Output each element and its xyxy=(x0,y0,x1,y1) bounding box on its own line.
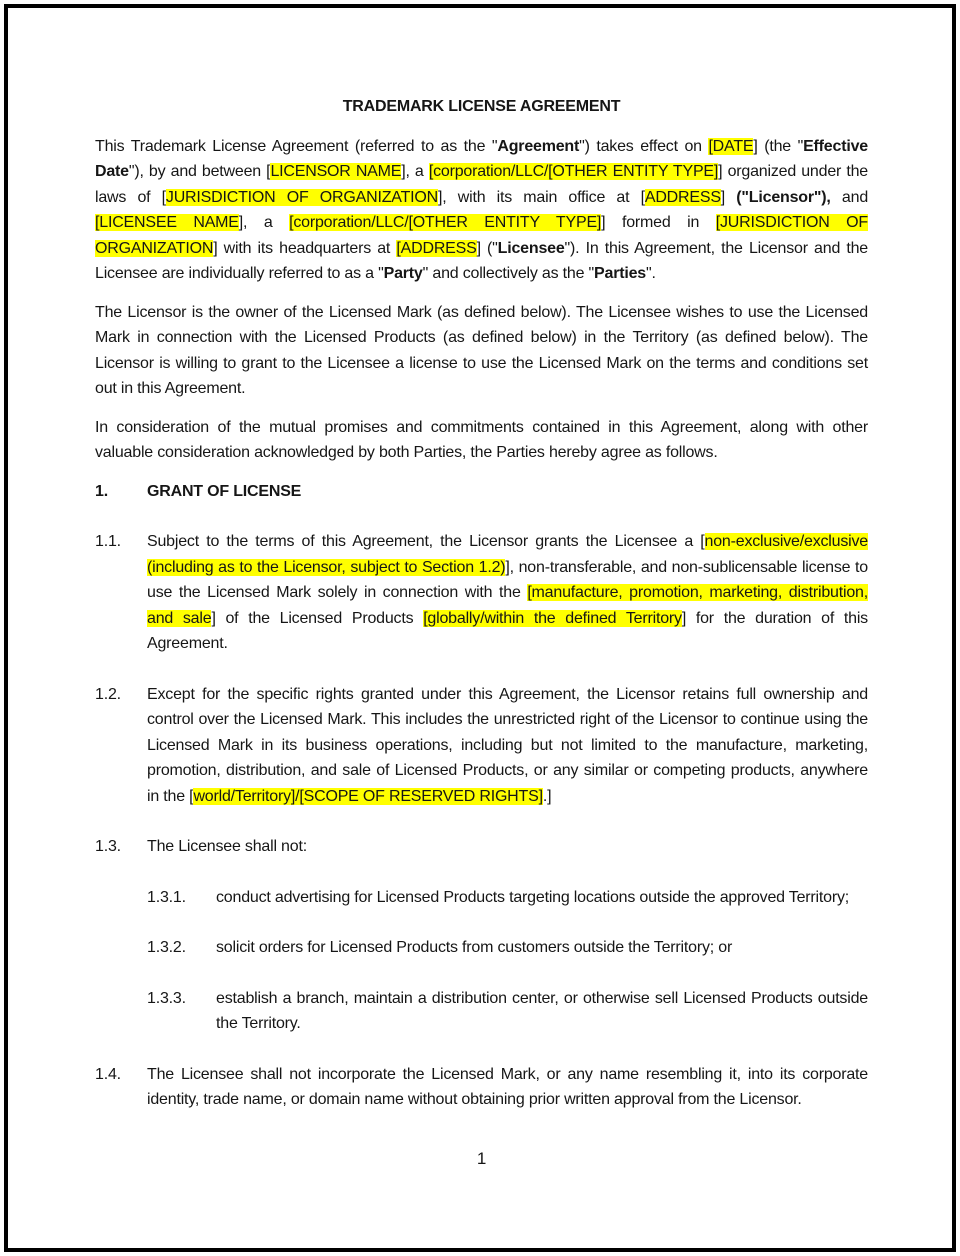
text-run: establish a branch, maintain a distribution center, or otherwise sell Licensed Products outside the Territory. xyxy=(216,989,868,1032)
highlighted-placeholder: [corporation/LLC/[OTHER ENTITY TYPE] xyxy=(428,163,719,180)
bold-text-run: Effective Date xyxy=(95,137,868,180)
text-run: ". xyxy=(646,265,656,282)
text-run: " and collectively as the " xyxy=(422,265,595,282)
highlighted-placeholder: non-exclusive/exclusive (including as to the Licensor, subject to Section 1.2) xyxy=(147,533,868,576)
text-run: This Trademark License Agreement (referred to as the " xyxy=(95,137,498,155)
clause-1-1 xyxy=(95,529,868,657)
text-run: solicit orders for Licensed Products from customers outside the Territory; or xyxy=(216,939,733,956)
intro-paragraph xyxy=(95,134,868,287)
text-run: ] for the duration of this Agreement. xyxy=(147,609,868,652)
clause-number: 1.1. xyxy=(95,533,121,550)
text-run: conduct advertising for Licensed Products targeting locations outside the approved Territory; xyxy=(216,888,850,906)
text-run: ] xyxy=(720,188,737,206)
clause-text xyxy=(216,986,868,1037)
clause-1-4 xyxy=(95,1062,868,1113)
highlighted-placeholder: [manufacture, promotion, marketing, distribution, and sale xyxy=(147,584,868,627)
text-run: ] of the Licensed Products xyxy=(211,609,424,627)
text-run: Subject to the terms of this Agreement, the Licensor grants the Licensee a [ xyxy=(147,533,705,550)
highlighted-placeholder: [JURISDICTION OF ORGANIZATION xyxy=(95,214,868,257)
highlighted-placeholder: [corporation/LLC/[OTHER ENTITY TYPE] xyxy=(289,214,602,231)
page-number: 1 xyxy=(476,1148,487,1168)
text-run: ], non-transferable, and non-sublicensable license to use the Licensed Mark solely in connection with the xyxy=(147,558,868,601)
clause-1-2 xyxy=(95,682,868,810)
highlighted-placeholder: world/Territory]/[SCOPE OF RESERVED RIGHTS] xyxy=(193,787,543,805)
text-run: ], a xyxy=(238,214,290,231)
bold-text-run: ("Licensor"), xyxy=(736,188,831,206)
highlighted-placeholder: [LICENSEE NAME xyxy=(95,214,239,231)
text-run: ") takes effect on xyxy=(579,137,709,155)
clause-text xyxy=(216,885,868,911)
text-run: The Licensee shall not: xyxy=(147,838,307,855)
highlighted-placeholder: ADDRESS xyxy=(644,188,721,206)
highlighted-placeholder: [DATE xyxy=(708,137,754,155)
text-run: ], with its main office at [ xyxy=(438,188,645,206)
bold-text-run: Agreement xyxy=(497,137,580,155)
text-run: In consideration of the mutual promises and commitments contained in this Agreement, along with other valuable consideration acknowledged by both Parties, the Parties hereby agree as follows. xyxy=(95,418,868,461)
section-heading-label: GRANT OF LICENSE xyxy=(147,482,302,500)
section-number: 1. xyxy=(95,482,108,500)
clause-1-3-3 xyxy=(95,986,868,1037)
clause-number: 1.2. xyxy=(95,685,121,703)
recital-paragraph-consideration xyxy=(95,415,868,466)
clause-number: 1.3. xyxy=(95,838,121,855)
text-run: "). In this Agreement, the Licensor and the Licensee are individually referred to as a " xyxy=(95,239,868,282)
bold-text-run: Party xyxy=(383,265,423,282)
highlighted-placeholder: [ADDRESS xyxy=(396,239,477,257)
clause-1-3-2 xyxy=(95,935,868,961)
highlighted-placeholder: JURISDICTION OF ORGANIZATION xyxy=(165,188,438,206)
highlighted-placeholder: LICENSOR NAME xyxy=(270,163,402,180)
clause-text xyxy=(147,529,868,657)
clause-number: 1.4. xyxy=(95,1065,121,1083)
clause-number: 1.3.3. xyxy=(147,989,186,1007)
bold-text-run: Parties xyxy=(594,265,646,282)
bold-text-run: Licensee xyxy=(497,239,565,257)
document-title: TRADEMARK LICENSE AGREEMENT xyxy=(342,98,621,115)
document-page xyxy=(95,94,868,1171)
clause-text xyxy=(216,935,868,961)
clause-1-3-1 xyxy=(95,885,868,911)
clause-text xyxy=(147,834,868,860)
text-run: ] organized under the laws of [ xyxy=(95,163,868,206)
text-run: ] with its headquarters at xyxy=(213,239,397,257)
text-run: Except for the specific rights granted under this Agreement, the Licensor retains full ownership and control over the Licensed Mark. This includes the unrestricted right of the Licensor to continue using the Licensed Mark in its business operations, including but not limited to the manufacture, marketing, promotion, distribution, and sale of Licensed Products, or any similar or competing products, anywhere in the [ xyxy=(147,685,868,805)
text-run: The Licensor is the owner of the Licensed Mark (as defined below). The Licensee wishes to use the Licensed Mark in connection with the Licensed Products (as defined below) in the Territory (as defined below). The Licensor is willing to grant to the Licensee a license to use the Licensed Mark on the terms and conditions set out in this Agreement. xyxy=(95,303,868,397)
text-run: ], a xyxy=(401,163,429,180)
section-heading-grant-of-license xyxy=(95,479,868,505)
clause-number: 1.3.1. xyxy=(147,888,186,906)
text-run: The Licensee shall not incorporate the Licensed Mark, or any name resembling it, into its corporate identity, trade name, or domain name without obtaining prior written approval from the Licensor. xyxy=(147,1065,868,1108)
recital-paragraph-ownership xyxy=(95,300,868,402)
clause-1-3 xyxy=(95,834,868,860)
clause-text xyxy=(147,682,868,810)
highlighted-placeholder: [globally/within the defined Territory xyxy=(423,609,682,627)
text-run: ] formed in xyxy=(601,214,716,231)
text-run: ] (" xyxy=(476,239,498,257)
text-run: "), by and between [ xyxy=(128,163,271,180)
clause-text xyxy=(147,1062,868,1113)
text-run: and xyxy=(830,188,869,206)
text-run: ] (the " xyxy=(753,137,804,155)
text-run: .] xyxy=(542,787,552,805)
clause-number: 1.3.2. xyxy=(147,939,186,956)
